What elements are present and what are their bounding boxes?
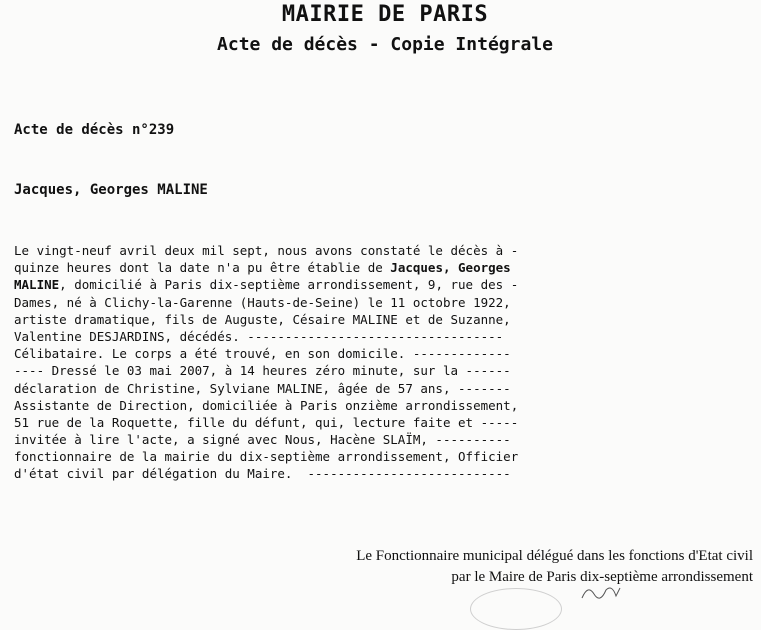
body-text-segment: Assistante de Direction, domiciliée à Paris onzième arrondissement, (14, 397, 519, 413)
body-text-segment: déclaration de Christine, Sylviane MALINE, âgée de 57 ans, ------- (14, 380, 511, 396)
body-line (14, 448, 614, 465)
body-line (14, 345, 614, 362)
body-text-segment: , domicilié à Paris dix-septième arrondissement, 9, rue des - (59, 277, 519, 293)
body-text-segment: fonctionnaire de la mairie du dix-septième arrondissement, Officier (14, 449, 519, 465)
acte-body-text (14, 242, 614, 483)
signature-line-2: par le Maire de Paris dix-septième arrondissement (451, 569, 753, 585)
body-line (14, 259, 614, 276)
body-text-segment: d'état civil par délégation du Maire. --------------------------- (14, 466, 511, 482)
signature-block (356, 546, 753, 588)
body-line (14, 362, 614, 379)
document-subtitle: Acte de décès - Copie Intégrale (217, 34, 553, 55)
acte-number: Acte de décès n°239 (14, 122, 175, 138)
body-line (14, 294, 614, 311)
document-title: MAIRIE DE PARIS (281, 2, 489, 27)
body-text-segment: 51 rue de la Roquette, fille du défunt, qui, lecture faite et ----- (14, 414, 519, 430)
body-text-segment: quinze heures dont la date n'a pu être établie de (14, 260, 391, 276)
body-line (14, 414, 614, 431)
body-text-segment: artiste dramatique, fils de Auguste, Césaire MALINE et de Suzanne, (14, 311, 511, 327)
body-bold-segment: Jacques, Georges (390, 260, 511, 276)
body-text-segment: Valentine DESJARDINS, décédés. ---------------------------------- (14, 328, 504, 344)
signature-line-1: Le Fonctionnaire municipal délégué dans les fonctions d'Etat civil (356, 548, 753, 564)
body-line (14, 276, 614, 293)
body-text-segment: Le vingt-neuf avril deux mil sept, nous avons constaté le décès à - (14, 243, 519, 258)
body-text-segment: Dames, né à Clichy-la-Garenne (Hauts-de-Seine) le 11 octobre 1922, (14, 294, 511, 310)
body-line (14, 465, 614, 482)
deceased-name: Jacques, Georges MALINE (14, 182, 208, 198)
body-line (14, 380, 614, 397)
body-line (14, 328, 614, 345)
handwritten-signature (580, 582, 630, 600)
body-line (14, 397, 614, 414)
body-text-segment: ---- Dressé le 03 mai 2007, à 14 heures zéro minute, sur la ------ (14, 363, 511, 379)
official-stamp (470, 588, 562, 630)
body-text-segment: invitée à lire l'acte, a signé avec Nous, Hacène SLAÏM, ---------- (14, 432, 511, 448)
body-text-segment: Célibataire. Le corps a été trouvé, en son domicile. ------------- (14, 346, 511, 362)
body-line (14, 242, 614, 259)
body-line (14, 311, 614, 328)
body-bold-segment: MALINE (14, 277, 60, 293)
body-line (14, 431, 614, 448)
